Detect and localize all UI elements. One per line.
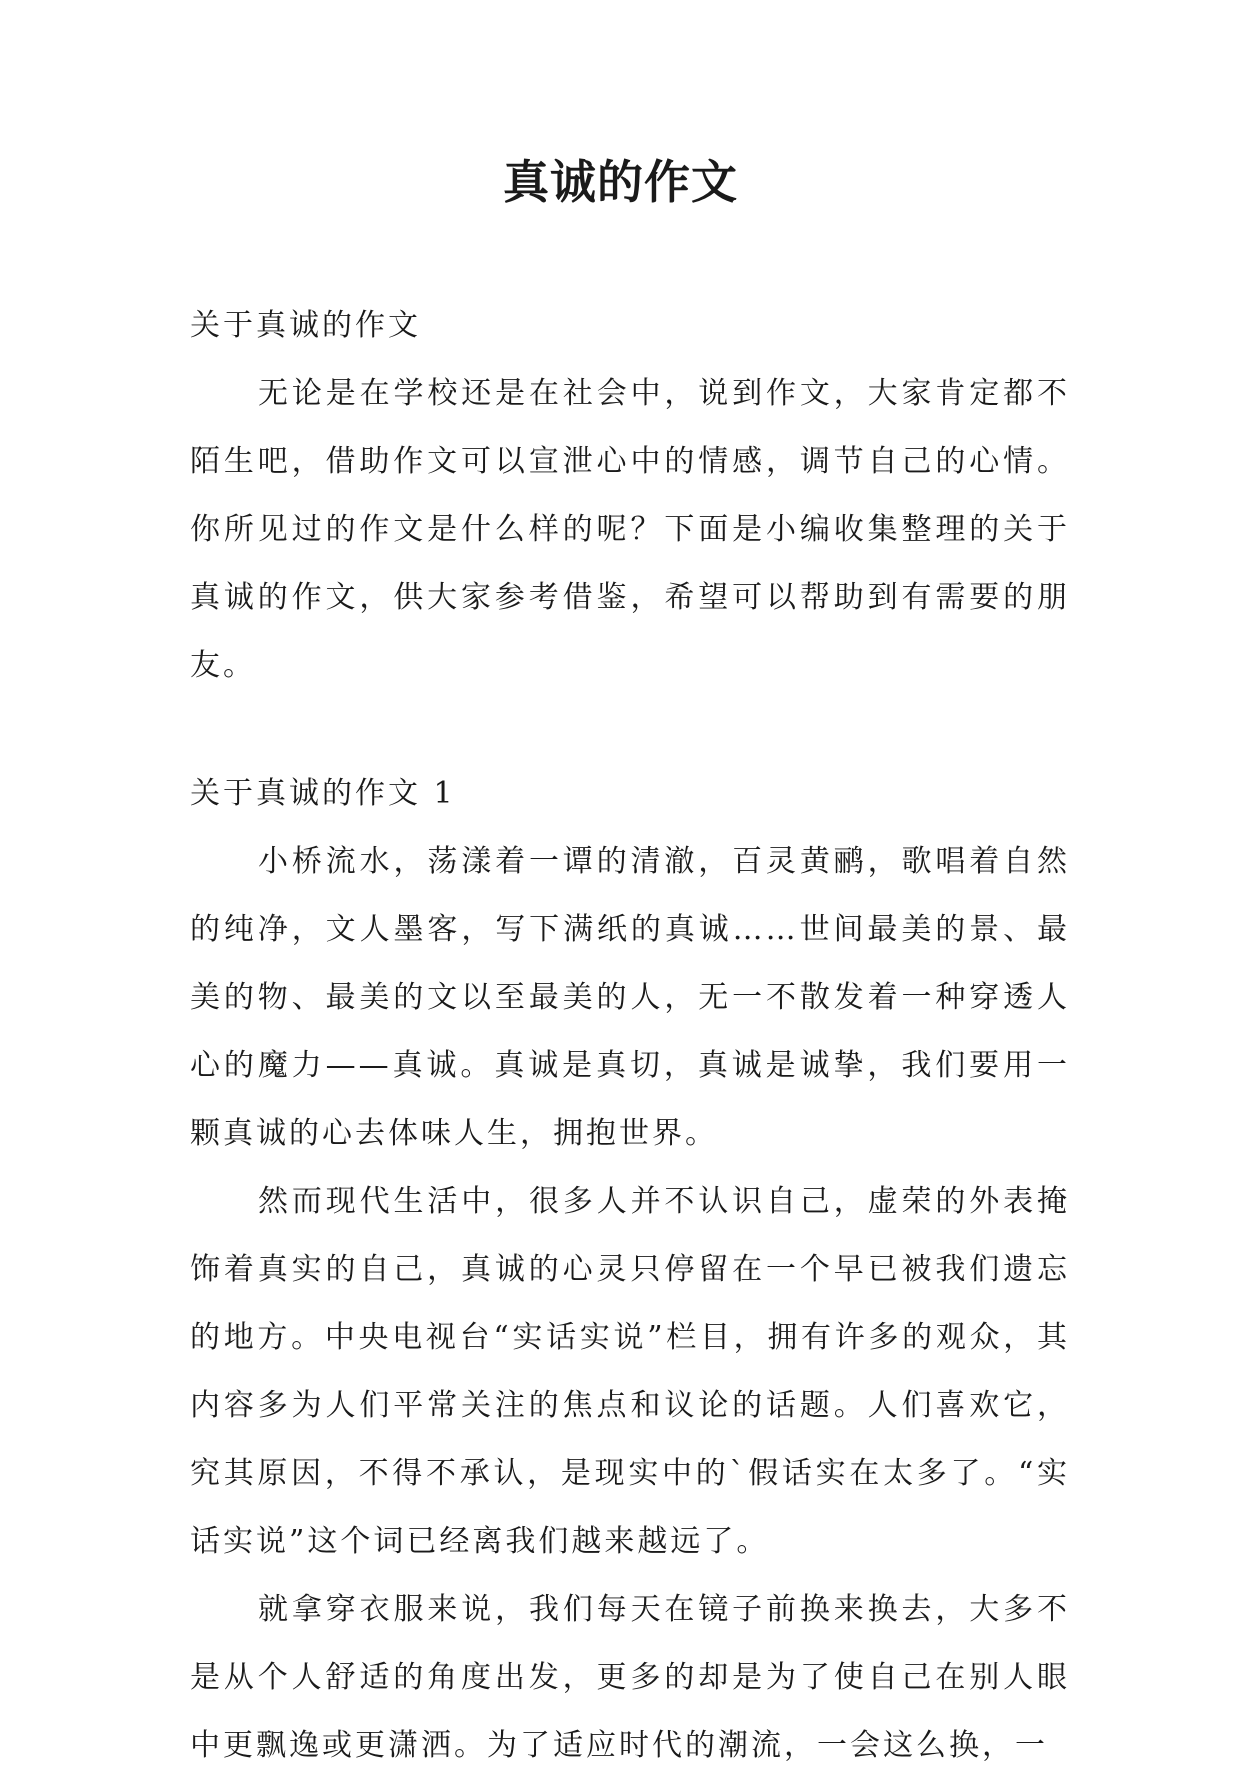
section-1-paragraph-1: 小桥流水，荡漾着一谭的清澈，百灵黄鹂，歌唱着自然的纯净，文人墨客，写下满纸的真诚……世间最美的景、最美的物、最美的文以至最美的人，无一不散发着一种穿透人心的魔力——真诚。真诚是真切，真诚是诚挚，我们要用一颗真诚的心去体味人生，拥抱世界。: [190, 844, 1070, 1151]
section-1-paragraph-2: 然而现代生活中，很多人并不认识自己，虚荣的外表掩饰着真实的自己，真诚的心灵只停留在一个早已被我们遗忘的地方。中央电视台“实话实说”栏目，拥有许多的观众，其内容多为人们平常关注的焦点和议论的话题。人们喜欢它，究其原因，不得不承认，是现实中的`假话实在太多了。“实话实说”这个词已经离我们越来越远了。: [190, 1184, 1070, 1559]
section-1-paragraph-3: 就拿穿衣服来说，我们每天在镜子前换来换去，大多不是从个人舒适的角度出发，更多的却是为了使自己在别人眼中更飘逸或更潇洒。为了适应时代的潮流，一会这么换，一: [190, 1592, 1070, 1763]
section-spacer: [190, 700, 1070, 760]
intro-paragraph: 无论是在学校还是在社会中，说到作文，大家肯定都不陌生吧，借助作文可以宣泄心中的情感，调节自己的心情。你所见过的作文是什么样的呢？下面是小编收集整理的关于真诚的作文，供大家参考借鉴，希望可以帮助到有需要的朋友。: [190, 376, 1070, 683]
section-1-heading: 关于真诚的作文 1: [190, 776, 456, 811]
document-title: 真诚的作文: [503, 155, 738, 209]
document-body: [190, 292, 1070, 1780]
intro-heading: 关于真诚的作文: [190, 308, 421, 343]
